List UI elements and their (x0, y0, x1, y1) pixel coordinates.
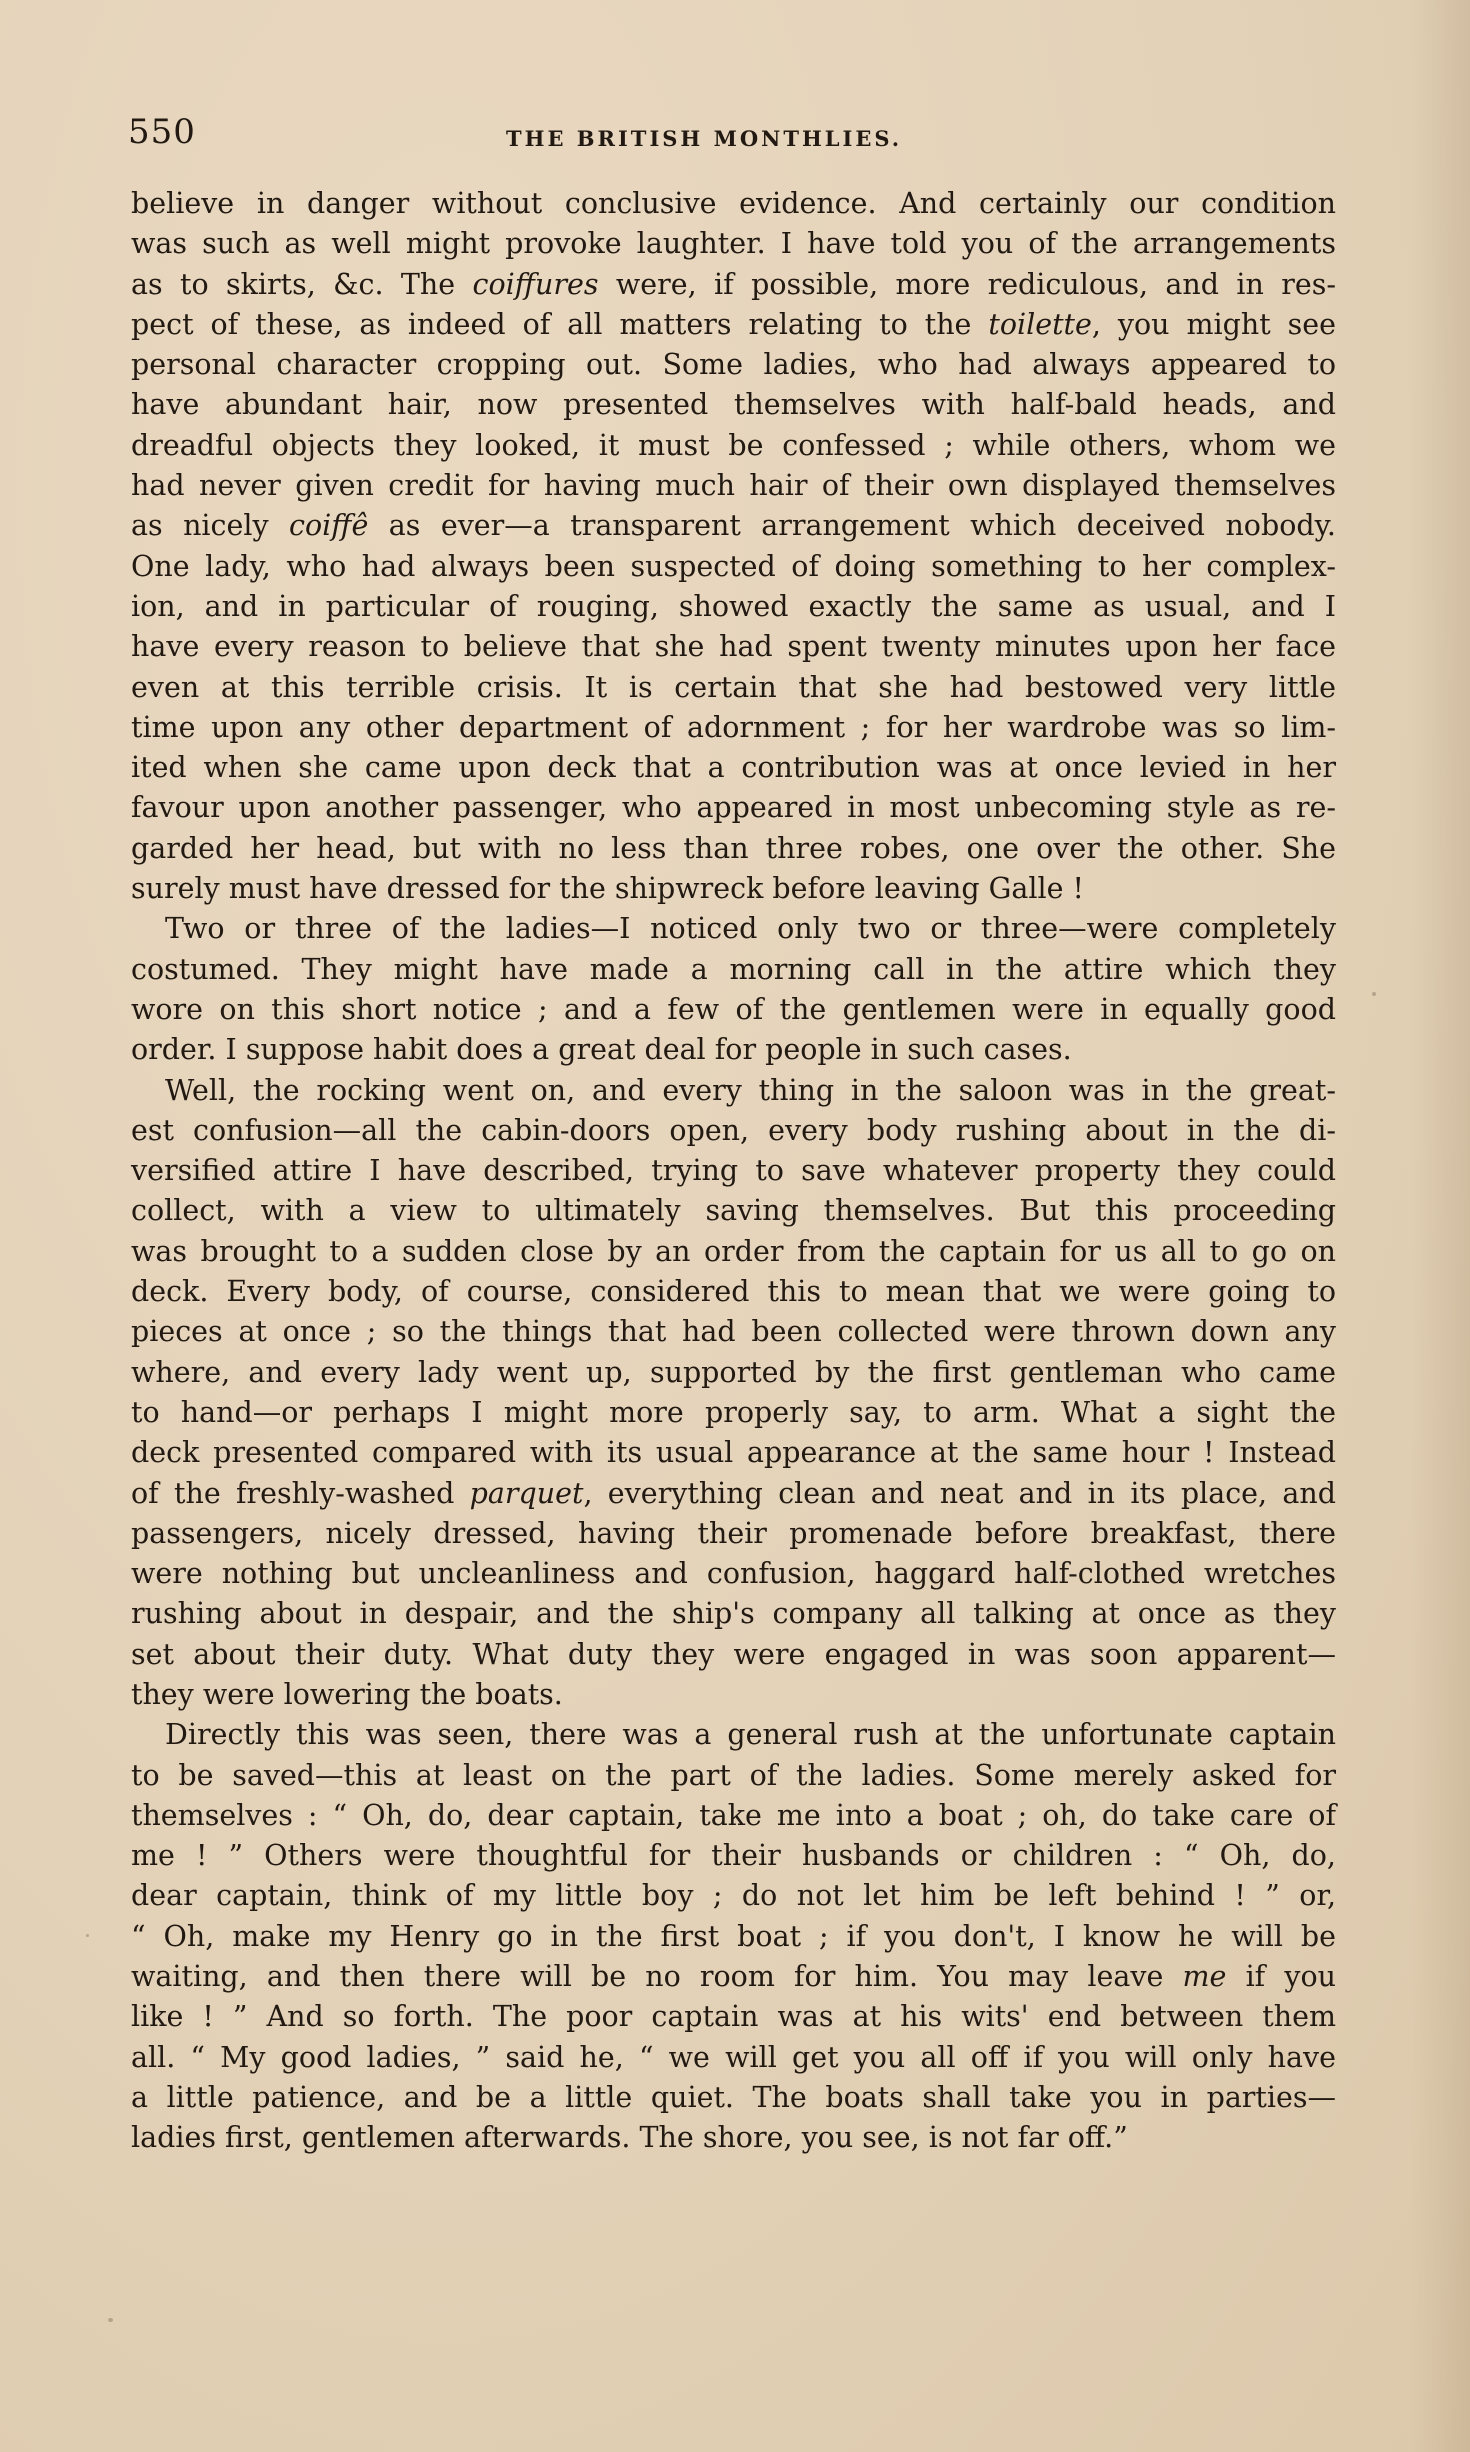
text-line: have abundant hair, now presented themselves with half-bald heads, and (131, 388, 1336, 422)
text-line: pect of these, as indeed of all matters relating to the toilette, you might see (131, 307, 1336, 341)
text-line: wore on this short notice ; and a few of the gentlemen were in equally good (131, 992, 1336, 1026)
text-line: favour upon another passenger, who appeared in most unbecoming style as re- (131, 791, 1336, 825)
journal-title: THE BRITISH MONTHLIES. (506, 126, 903, 151)
text-line: had never given credit for having much hair of their own displayed themselves (131, 469, 1336, 503)
text-line: even at this terrible crisis. It is certain that she had bestowed very little (131, 670, 1336, 704)
paragraph (131, 909, 1336, 1070)
text-line: pieces at once ; so the things that had been collected were thrown down any (131, 1315, 1336, 1349)
text-line: Two or three of the ladies—I noticed only two or three—were completely (165, 912, 1336, 946)
text-line: waiting, and then there will be no room for him. You may leave me if you (131, 1960, 1336, 1994)
text-line: Well, the rocking went on, and every thing in the saloon was in the great- (165, 1073, 1336, 1107)
text-line: was such as well might provoke laughter. I have told you of the arrangements (131, 227, 1336, 261)
text-line: set about their duty. What duty they were engaged in was soon apparent— (131, 1637, 1336, 1671)
text-line: ladies first, gentlemen afterwards. The shore, you see, is not far off.” (131, 2121, 1128, 2155)
text-line: believe in danger without conclusive evidence. And certainly our condition (131, 187, 1336, 220)
text-line: to hand—or perhaps I might more properly say, to arm. What a sight the (131, 1395, 1336, 1429)
text-line: time upon any other department of adornment ; for her wardrobe was so lim- (131, 710, 1336, 744)
text-line: One lady, who had always been suspected of doing something to her complex- (131, 549, 1336, 583)
page-edge-shadow (1410, 0, 1470, 2452)
text-line: were nothing but uncleanliness and confusion, haggard half-clothed wretches (131, 1557, 1336, 1591)
paper-speck (86, 1934, 89, 1937)
text-line: as nicely coiffê as ever—a transparent arrangement which deceived nobody. (131, 509, 1336, 543)
text-line: order. I suppose habit does a great deal for people in such cases. (131, 1033, 1072, 1067)
text-line: themselves : “ Oh, do, dear captain, take me into a boat ; oh, do take care of (131, 1798, 1336, 1832)
text-line: to be saved—this at least on the part of the ladies. Some merely asked for (131, 1758, 1336, 1792)
text-line: collect, with a view to ultimately saving themselves. But this proceeding (131, 1194, 1336, 1228)
text-line: ited when she came upon deck that a contribution was at once levied in her (131, 751, 1336, 785)
paragraph (131, 1071, 1336, 1716)
text-line: ion, and in particular of rouging, showed exactly the same as usual, and I (131, 589, 1336, 623)
text-line: like ! ” And so forth. The poor captain was at his wits' end between them (131, 2000, 1336, 2034)
text-line: “ Oh, make my Henry go in the first boat ; if you don't, I know he will be (131, 1919, 1336, 1953)
body-text (131, 184, 1336, 2159)
text-line: a little patience, and be a little quiet. The boats shall take you in parties— (131, 2080, 1336, 2114)
text-line: deck. Every body, of course, considered this to mean that we were going to (131, 1275, 1336, 1309)
running-head (128, 112, 1368, 162)
text-line: deck presented compared with its usual appearance at the same hour ! Instead (131, 1436, 1336, 1470)
paragraph (131, 184, 1336, 909)
text-line: personal character cropping out. Some ladies, who had always appeared to (131, 348, 1336, 382)
text-line: surely must have dressed for the shipwreck before leaving Galle ! (131, 872, 1085, 906)
text-line: Directly this was seen, there was a general rush at the unfortunate captain (165, 1718, 1336, 1752)
text-line: as to skirts, &c. The coiffures were, if possible, more rediculous, and in res- (131, 267, 1337, 301)
text-line: versified attire I have described, trying to save whatever property they could (131, 1154, 1336, 1188)
text-line: all. “ My good ladies, ” said he, “ we will get you all off if you will only have (131, 2040, 1336, 2074)
paper-speck (1372, 992, 1376, 996)
text-line: they were lowering the boats. (131, 1677, 563, 1711)
text-line: rushing about in despair, and the ship's company all talking at once as they (131, 1597, 1336, 1631)
text-line: est confusion—all the cabin-doors open, every body rushing about in the di- (131, 1113, 1336, 1147)
text-line: garded her head, but with no less than three robes, one over the other. She (131, 831, 1336, 865)
text-line: dreadful objects they looked, it must be confessed ; while others, whom we (131, 428, 1336, 462)
paragraph (131, 1715, 1336, 2158)
text-line: have every reason to believe that she had spent twenty minutes upon her face (131, 630, 1336, 664)
text-line: where, and every lady went up, supported by the first gentleman who came (131, 1355, 1336, 1389)
text-line: costumed. They might have made a morning call in the attire which they (131, 952, 1336, 986)
paper-speck (108, 2318, 113, 2322)
text-line: was brought to a sudden close by an order from the captain for us all to go on (131, 1234, 1336, 1268)
text-line: dear captain, think of my little boy ; do not let him be left behind ! ” or, (131, 1879, 1336, 1913)
page-number: 550 (128, 112, 196, 152)
text-line: of the freshly-washed parquet, everything clean and neat and in its place, and (131, 1476, 1336, 1510)
text-line: passengers, nicely dressed, having their promenade before breakfast, there (131, 1516, 1336, 1550)
text-line: me ! ” Others were thoughtful for their husbands or children : “ Oh, do, (131, 1839, 1336, 1873)
